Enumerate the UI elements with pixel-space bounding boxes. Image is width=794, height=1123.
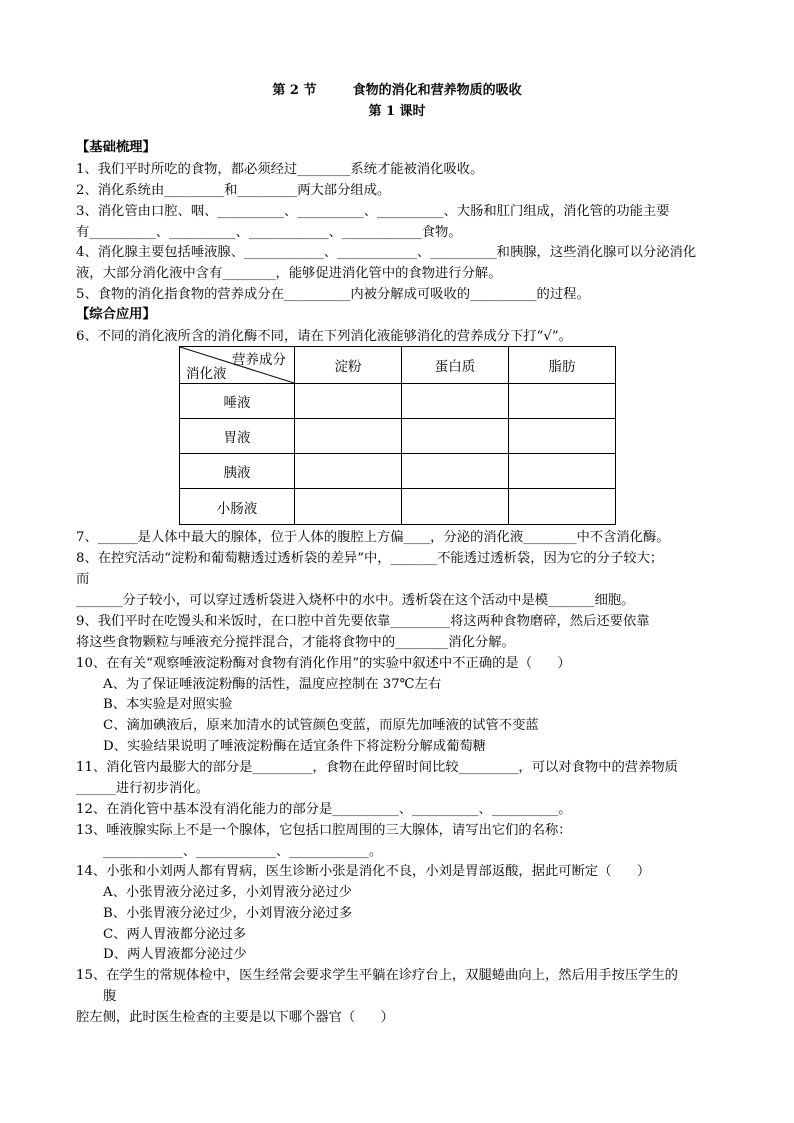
question-14-option-c: C、两人胃液都分泌过多 <box>103 927 247 942</box>
question-11-line-2: ______进行初步消化。 <box>76 781 209 796</box>
enzyme-table <box>179 346 616 525</box>
lesson-title: 第 1 课时 <box>368 104 426 119</box>
question-10-option-b: B、本实验是对照实验 <box>103 697 233 712</box>
question-9-line-2: 将这些食物颗粒与唾液充分搅拌混合，才能将食物中的________消化分解。 <box>76 635 515 650</box>
question-3-line-2: 有__________、__________、____________、____________食物。 <box>76 225 462 240</box>
question-15-line-2: 腹 <box>103 989 117 1004</box>
question-1: 1、我们平时所吃的食物，都必须经过________系统才能被消化吸收。 <box>76 162 484 177</box>
question-10-option-d: D、实验结果说明了唾液淀粉酶在适宜条件下将淀粉分解成葡萄糖 <box>103 739 486 754</box>
row-header: 小肠液 <box>180 489 295 525</box>
question-7: 7、______是人体中最大的腺体，位于人体的腹腔上方偏____，分泌的消化液________中不含消化酶。 <box>76 530 670 545</box>
table-corner-cell <box>180 347 295 384</box>
question-8-line-3: _______分子较小，可以穿过透析袋进入烧杯中的水中。透析袋在这个活动中是模_______细胞。 <box>76 593 635 608</box>
table-header-row <box>180 347 616 384</box>
question-4-line-2: 液，大部分消化液中含有________，能够促进消化管中的食物进行分解。 <box>76 266 502 281</box>
column-header: 脂肪 <box>509 347 616 384</box>
question-8-line-2: 而 <box>76 572 90 587</box>
answer-cell[interactable] <box>402 489 509 525</box>
question-14: 14、小张和小刘两人都有胃病，医生诊断小张是消化不良，小刘是胃部返酸，据此可断定（ ） <box>76 864 651 879</box>
section-heading-apply: 【综合应用】 <box>76 307 156 322</box>
column-header: 淀粉 <box>295 347 402 384</box>
question-10-option-c: C、滴加碘液后，原来加清水的试管颜色变蓝，而原先加唾液的试管不变蓝 <box>103 718 539 733</box>
answer-cell[interactable] <box>295 419 402 454</box>
answer-cell[interactable] <box>509 454 616 489</box>
table-row <box>180 454 616 489</box>
question-13-line-2: ____________、____________、____________。 <box>103 844 383 859</box>
question-6: 6、不同的消化液所含的消化酶不同，请在下列消化液能够消化的营养成分下打“√”。 <box>76 329 572 344</box>
question-3-line-1: 3、消化管由口腔、咽、__________、__________、__________、大肠和肛门组成，消化管的功能主要 <box>76 204 670 219</box>
question-15-line-1: 15、在学生的常规体检中，医生经常会要求学生平躺在诊疗台上，双腿蜷曲向上，然后用手按压学生的 <box>76 968 678 983</box>
answer-cell[interactable] <box>402 419 509 454</box>
question-15-line-3: 腔左侧，此时医生检查的主要是以下哪个器官（ ） <box>76 1010 394 1025</box>
table-row <box>180 384 616 419</box>
section-heading-basic: 【基础梳理】 <box>76 140 156 155</box>
question-4-line-1: 4、消化腺主要包括唾液腺、____________、____________、__________和胰腺，这些消化腺可以分泌消化 <box>76 245 697 260</box>
question-14-option-d: D、两人胃液都分泌过少 <box>103 947 247 962</box>
question-8-line-1: 8、在控究活动“淀粉和葡萄糖透过透析袋的差异”中，_______不能透过透析袋，因为它的分子较大； <box>76 551 664 566</box>
corner-label-fluid: 消化液 <box>186 366 227 382</box>
question-12: 12、在消化管中基本没有消化能力的部分是__________、__________、__________。 <box>76 802 572 817</box>
question-13-line-1: 13、唾液腺实际上不是一个腺体，它包括口腔周围的三大腺体，请写出它们的名称： <box>76 823 572 838</box>
answer-cell[interactable] <box>402 454 509 489</box>
corner-label-nutrient: 营养成分 <box>232 352 286 368</box>
row-header: 唾液 <box>180 384 295 419</box>
table-row <box>180 489 616 525</box>
column-header: 蛋白质 <box>402 347 509 384</box>
row-header: 胰液 <box>180 454 295 489</box>
question-2: 2、消化系统由_________和_________两大部分组成。 <box>76 183 391 198</box>
question-9-line-1: 9、我们平时在吃馒头和米饭时，在口腔中首先要依靠_________将这两种食物磨碎，然后还要依靠 <box>76 614 650 629</box>
answer-cell[interactable] <box>509 384 616 419</box>
answer-cell[interactable] <box>295 384 402 419</box>
answer-cell[interactable] <box>509 489 616 525</box>
section-title: 第 2 节 食物的消化和营养物质的吸收 <box>272 83 522 98</box>
answer-cell[interactable] <box>295 489 402 525</box>
table-row <box>180 419 616 454</box>
question-14-option-b: B、小张胃液分泌过少，小刘胃液分泌过多 <box>103 906 353 921</box>
answer-cell[interactable] <box>295 454 402 489</box>
answer-cell[interactable] <box>402 384 509 419</box>
question-14-option-a: A、小张胃液分泌过多，小刘胃液分泌过少 <box>103 885 352 900</box>
row-header: 胃液 <box>180 419 295 454</box>
question-10: 10、在有关“观察唾液淀粉酶对食物有消化作用”的实验中叙述中不正确的是（ ） <box>76 656 571 671</box>
question-11-line-1: 11、消化管内最膨大的部分是_________，食物在此停留时间比较_________，可以对食物中的营养物质 <box>76 760 678 775</box>
answer-cell[interactable] <box>509 419 616 454</box>
question-10-option-a: A、为了保证唾液淀粉酶的活性，温度应控制在 37℃左右 <box>103 677 442 692</box>
question-5: 5、食物的消化指食物的营养成分在__________内被分解成可吸收的__________的过程。 <box>76 287 590 302</box>
